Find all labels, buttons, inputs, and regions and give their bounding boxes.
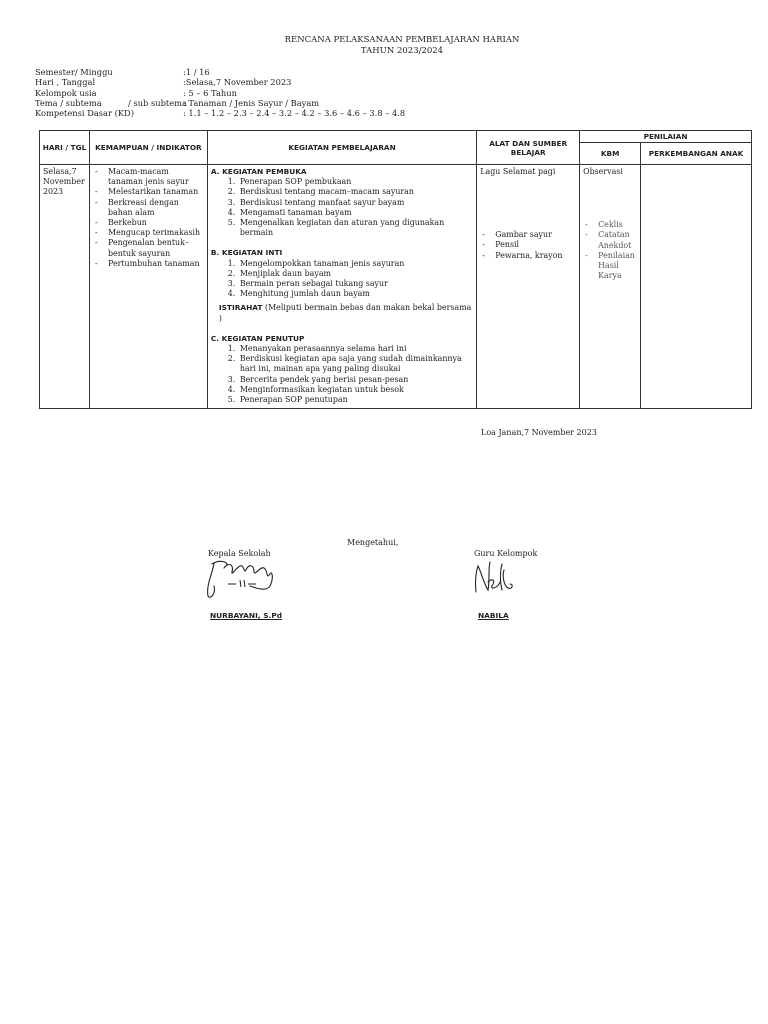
- section-title-penutup: C. KEGIATAN PENUTUP: [210, 333, 305, 343]
- list-item: 3. Bercerita pendek yang berisi pesan-pesan: [238, 375, 473, 385]
- cell-hari: Selasa,7 November 2023: [40, 165, 90, 409]
- info-row: Tema / subtema / sub subtema : Tanaman / Jenis Sayur / Bayam: [35, 97, 320, 108]
- list-item: - Melestarikan tanaman: [93, 187, 204, 197]
- document-header: [0, 35, 768, 57]
- place-date: Loa Janan,7 November 2023: [481, 428, 597, 437]
- list-item: - Berkreasi dengan bahan alam: [93, 198, 204, 218]
- cell-kbm: [580, 165, 641, 409]
- info-row: Semester/ Minggu :1 / 16: [35, 67, 210, 77]
- list-item: 4. Mengamati tanaman bayam: [238, 208, 473, 218]
- list-item: - Pewarna, krayon: [480, 251, 576, 261]
- kbm-top: Observasi: [583, 167, 623, 176]
- list-item: - Pengenalan bentuk– bentuk sayuran: [93, 238, 204, 258]
- list-item: - Pertumbuhan tanaman: [93, 259, 204, 269]
- list-item: - Macam-macam tanaman jenis sayur: [93, 167, 204, 187]
- list-item: 2. Berdiskusi kegiatan apa saja yang sudah dimainkannya hari ini, mainan apa yang paling disukai: [238, 354, 473, 374]
- list-item: - Berkebun: [93, 218, 204, 228]
- list-item: - Gambar sayur: [480, 230, 576, 240]
- list-item: - Catatan Anekdot: [583, 230, 637, 250]
- document-title: RENCANA PELAKSANAAN PEMBELAJARAN HARIAN: [284, 35, 520, 45]
- list-item: 1. Penerapan SOP pembukaan: [238, 177, 473, 187]
- mengetahui-label: Mengetahui,: [347, 538, 399, 547]
- info-row: Hari , Tanggal :Selasa,7 November 2023: [35, 77, 292, 88]
- list-item: 2. Berdiskusi tentang macam–macam sayuran: [238, 187, 473, 197]
- kepala-name: NURBAYANI, S.Pd: [210, 611, 283, 620]
- list-item: 1. Mengelompokkan tanaman jenis sayuran: [238, 259, 473, 269]
- header-hari: HARI / TGL: [40, 131, 90, 165]
- info-block: [35, 67, 405, 118]
- list-item: - Mengucap terimakasih: [93, 228, 204, 238]
- kepala-role: Kepala Sekolah: [208, 549, 271, 558]
- list-item: 4. Menginformasikan kegiatan untuk besok: [238, 385, 473, 395]
- guru-role: Guru Kelompok: [474, 549, 538, 558]
- header-kbm: KBM: [580, 143, 641, 165]
- guru-name: NABILA: [478, 611, 509, 620]
- list-item: - Pensil: [480, 240, 576, 250]
- section-title-inti: B. KEGIATAN INTI: [210, 248, 283, 258]
- list-item: 2. Menjiplak daun bayam: [238, 269, 473, 279]
- list-item: 4. Menghitung jumlah daun bayam: [238, 289, 473, 299]
- kepala-signature-icon: [198, 556, 280, 600]
- guru-signature-icon: [470, 558, 518, 598]
- lesson-plan-table: [39, 130, 752, 409]
- list-item: 1. Menanyakan perasaannya selama hari ini: [238, 344, 473, 354]
- istirahat-note: ISTIRAHAT (Meliputi bermain bebas dan makan bekal bersama ): [218, 303, 472, 323]
- header-kemampuan: KEMAMPUAN / INDIKATOR: [89, 131, 207, 165]
- cell-kemampuan: [89, 165, 207, 409]
- list-item: 5. Mengenalkan kegiatan dan aturan yang digunakan bermain: [238, 218, 473, 238]
- cell-perkembangan: [641, 165, 752, 409]
- header-perkembangan: PERKEMBANGAN ANAK: [641, 143, 752, 165]
- section-title-pembuka: A. KEGIATAN PEMBUKA: [210, 167, 307, 176]
- list-item: - Ceklis: [583, 220, 637, 230]
- document-year: TAHUN 2023/2024: [360, 46, 444, 56]
- list-item: - Penilaian Hasil Karya: [583, 251, 637, 282]
- alat-top: Lagu Selamat pagi: [480, 167, 556, 176]
- info-row: Kelompok usia : 5 – 6 Tahun: [35, 87, 237, 98]
- list-item: 5. Penerapan SOP penutupan: [238, 395, 473, 405]
- list-item: 3. Bermain peran sebagai tukang sayur: [238, 279, 473, 289]
- info-row: Kompetensi Dasar (KD) : 1.1 – 1.2 – 2.3 – 2.4 – 3.2 – 4.2 – 3.6 – 4.6 – 3.8 – 4.8: [35, 108, 406, 119]
- cell-alat: [477, 165, 580, 409]
- header-penilaian: PENILAIAN: [580, 131, 752, 143]
- header-kegiatan: KEGIATAN PEMBELAJARAN: [207, 131, 476, 165]
- cell-kegiatan: [207, 165, 476, 409]
- header-alat: ALAT DAN SUMBER BELAJAR: [477, 131, 580, 165]
- list-item: 3. Berdiskusi tentang manfaat sayur bayam: [238, 198, 473, 208]
